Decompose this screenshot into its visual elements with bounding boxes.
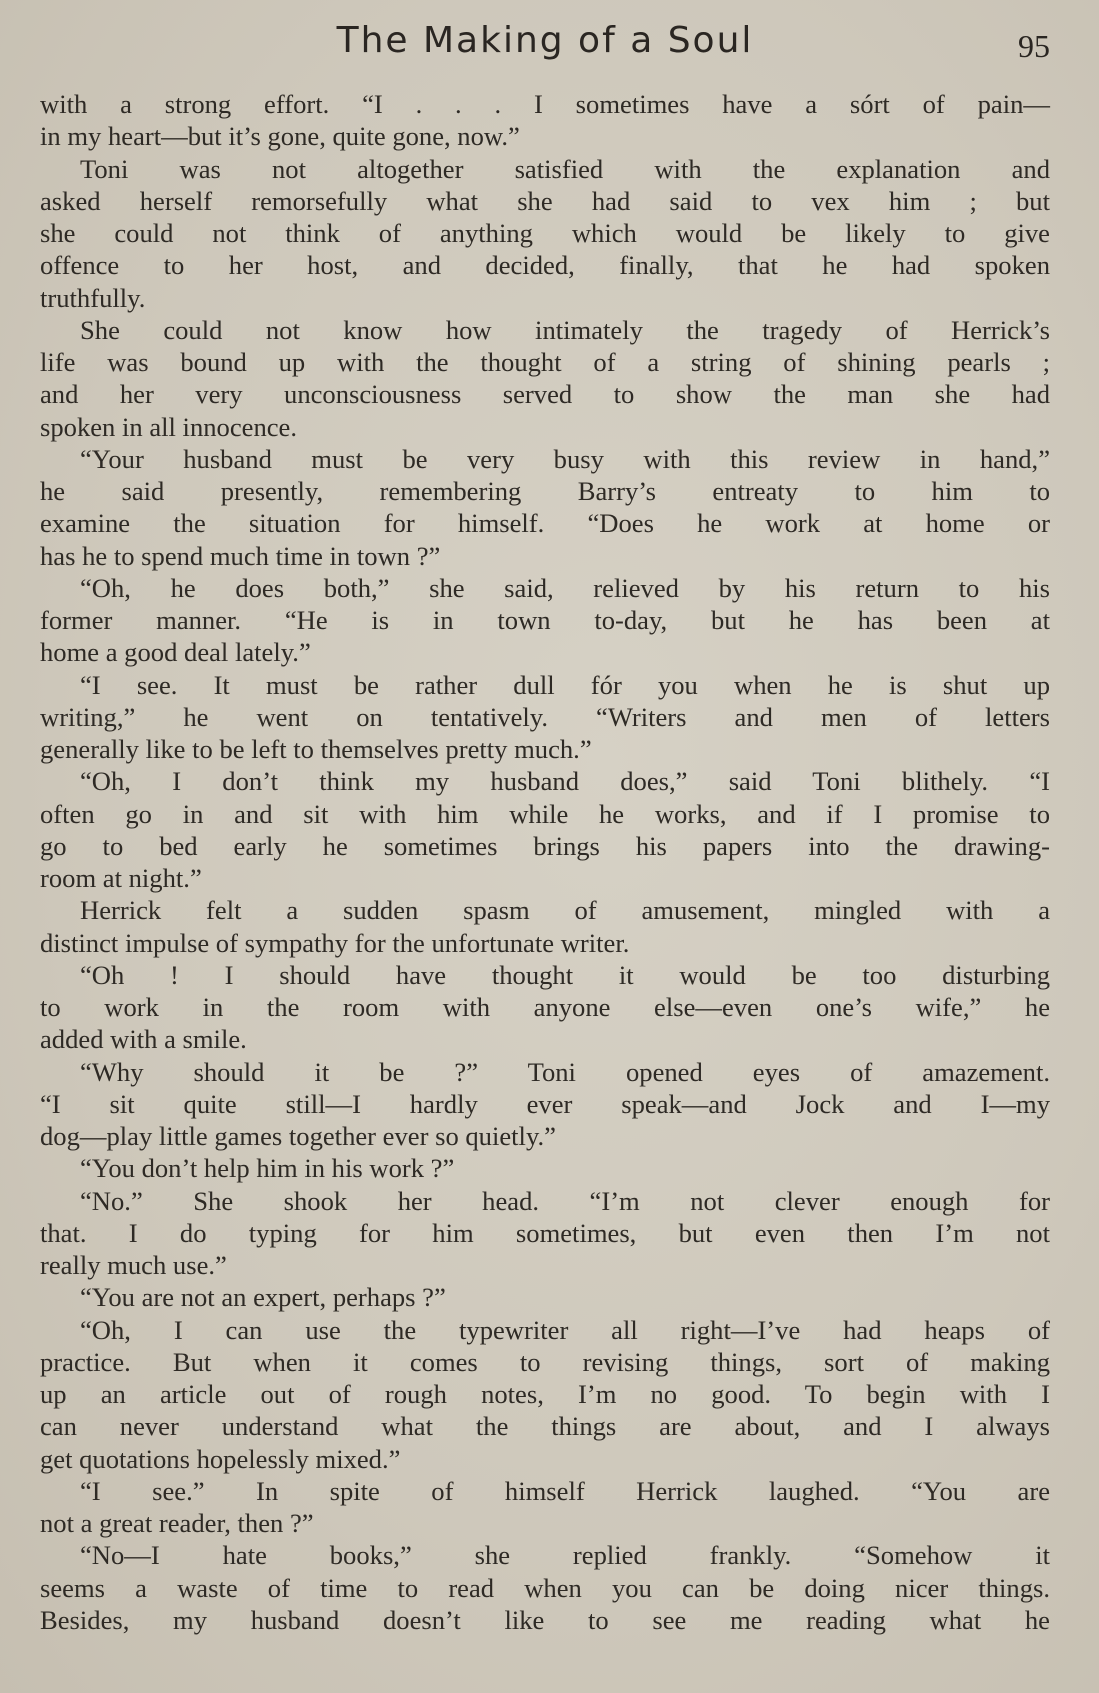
text-line: “Why should it be ?” Toni opened eyes of amazement.: [80, 1056, 1050, 1087]
text-line: she could not think of anything which would be likely to give: [40, 218, 1050, 248]
text-line: “You don’t help him in his work ?”: [80, 1153, 455, 1184]
text-line: “Oh, he does both,” she said, relieved by his return to his: [80, 572, 1050, 603]
text-line: “You are not an expert, perhaps ?”: [80, 1282, 446, 1313]
text-line: in my heart—but it’s gone, quite gone, now.”: [40, 121, 520, 152]
text-line: Toni was not altogether satisfied with the explanation and: [80, 153, 1050, 184]
text-line: get quotations hopelessly mixed.”: [40, 1443, 401, 1474]
text-line: not a great reader, then ?”: [40, 1508, 314, 1538]
text-line: has he to spend much time in town ?”: [40, 540, 441, 571]
running-title: The Making of a Soul: [336, 20, 754, 61]
text-line: spoken in all innocence.: [40, 411, 297, 442]
text-line: “I sit quite still—I hardly ever speak—and Jock and I—my: [40, 1088, 1050, 1119]
text-line: distinct impulse of sympathy for the unfortunate writer.: [40, 927, 630, 958]
text-line: writing,” he went on tentatively. “Writers and men of letters: [40, 701, 1050, 732]
text-line: with a strong effort. “I . . . I sometimes have a sórt of pain—: [40, 89, 1050, 119]
text-line: dog—play little games together ever so quietly.”: [40, 1121, 556, 1151]
text-line: “Oh ! I should have thought it would be too disturbing: [80, 959, 1050, 990]
text-line: Besides, my husband doesn’t like to see me reading what he: [40, 1604, 1050, 1635]
text-line: “No—I hate books,” she replied frankly. “Somehow it: [80, 1540, 1050, 1571]
text-line: can never understand what the things are about, and I always: [40, 1411, 1050, 1442]
text-line: up an article out of rough notes, I’m no good. To begin with I: [40, 1379, 1050, 1409]
text-line: “I see.” In spite of himself Herrick laughed. “You are: [80, 1475, 1050, 1506]
text-line: truthfully.: [40, 282, 146, 313]
text-line: he said presently, remembering Barry’s entreaty to him to: [40, 476, 1050, 506]
text-line: generally like to be left to themselves pretty much.”: [40, 734, 592, 764]
text-line: that. I do typing for him sometimes, but even then I’m not: [40, 1217, 1050, 1248]
text-line: asked herself remorsefully what she had said to vex him ; but: [40, 185, 1050, 216]
text-line: offence to her host, and decided, finally, that he had spoken: [40, 250, 1050, 281]
text-line: to work in the room with anyone else—even one’s wife,” he: [40, 992, 1050, 1022]
text-line: former manner. “He is in town to-day, but he has been at: [40, 605, 1050, 635]
text-line: often go in and sit with him while he works, and if I promise to: [40, 798, 1050, 829]
text-line: room at night.”: [40, 863, 202, 893]
page-header: [40, 20, 1050, 70]
text-line: “I see. It must be rather dull fór you when he is shut up: [80, 669, 1050, 700]
text-line: seems a waste of time to read when you can be doing nicer things.: [40, 1572, 1050, 1603]
text-line: really much use.”: [40, 1250, 227, 1280]
text-line: “Oh, I can use the typewriter all right—I’ve had heaps of: [80, 1314, 1050, 1345]
text-line: “Oh, I don’t think my husband does,” said Toni blithely. “I: [80, 766, 1050, 797]
text-line: She could not know how intimately the tragedy of Herrick’s: [80, 314, 1050, 345]
text-line: “Your husband must be very busy with this review in hand,”: [80, 443, 1050, 474]
page-number: 95: [1018, 28, 1050, 64]
text-line: “No.” She shook her head. “I’m not clever enough for: [80, 1185, 1050, 1216]
text-line: added with a smile.: [40, 1024, 247, 1055]
text-line: go to bed early he sometimes brings his papers into the drawing-: [40, 830, 1050, 861]
text-line: life was bound up with the thought of a string of shining pearls ;: [40, 347, 1050, 377]
body-text: [40, 88, 1050, 1636]
text-line: home a good deal lately.”: [40, 637, 311, 668]
text-line: practice. But when it comes to revising things, sort of making: [40, 1346, 1050, 1377]
text-line: Herrick felt a sudden spasm of amusement, mingled with a: [80, 895, 1050, 926]
text-line: examine the situation for himself. “Does he work at home or: [40, 508, 1050, 539]
text-line: and her very unconsciousness served to show the man she had: [40, 379, 1050, 410]
